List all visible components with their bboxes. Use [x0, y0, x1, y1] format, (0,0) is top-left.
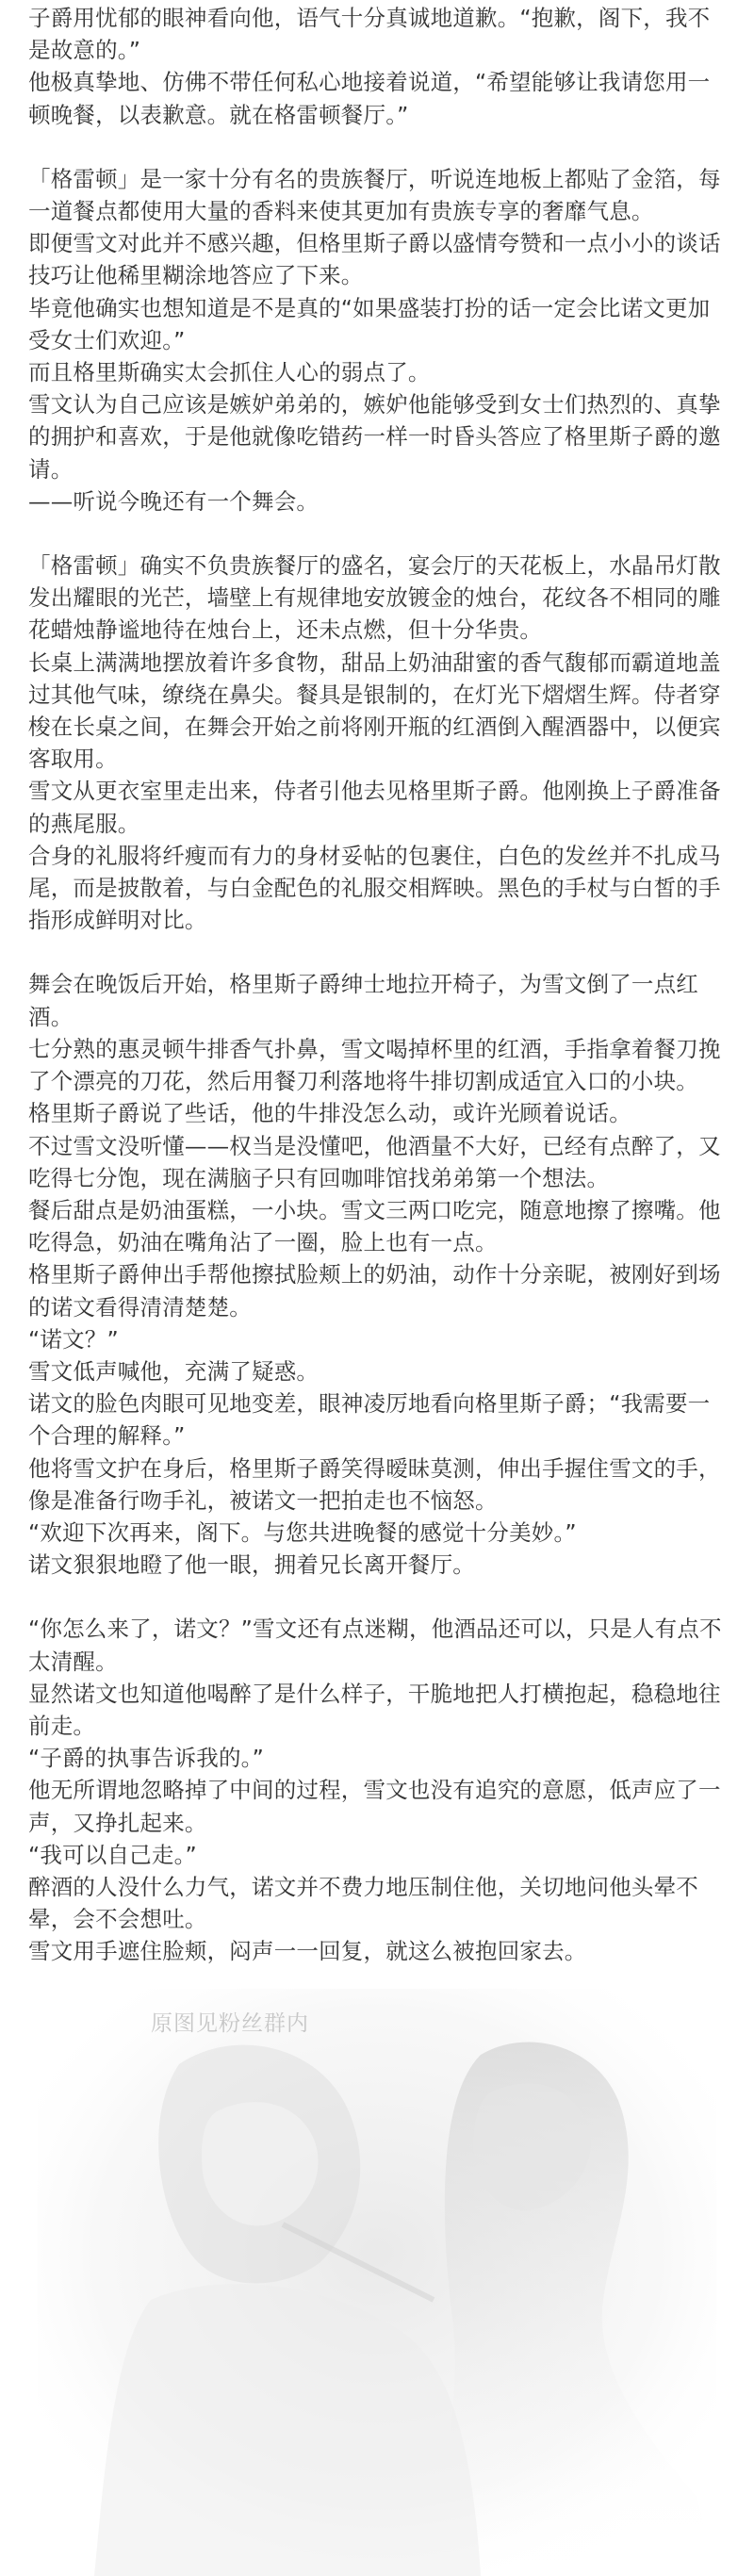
paragraph-gap: [28, 131, 730, 163]
paragraph: 子爵用忧郁的眼神看向他，语气十分真诚地道歉。“抱歉，阁下，我不是故意的。”: [28, 5, 711, 64]
paragraph: “欢迎下次再来，阁下。与您共进晚餐的感觉十分美妙。”: [28, 1518, 577, 1546]
paragraph: 诺文狠狠地瞪了他一眼，拥着兄长离开餐厅。: [28, 1551, 475, 1579]
paragraph: 他将雪文护在身后，格里斯子爵笑得暧昧莫测，伸出手握住雪文的手，像是准备行吻手礼，被诺文一把拍走也不恼怒。: [28, 1454, 721, 1514]
paragraph: 「格雷顿」是一家十分有名的贵族餐厅，听说连地板上都贴了金箔，每一道餐点都使用大量的香料来使其更加有贵族专享的奢靡气息。: [28, 165, 721, 225]
paragraph: 格里斯子爵说了些话，他的牛排没怎么动，或许光顾着说话。: [28, 1100, 631, 1127]
paragraph: 舞会在晚饭后开始，格里斯子爵绅士地拉开椅子，为雪文倒了一点红酒。: [28, 971, 698, 1030]
illustration-caption: 原图见粉丝群内: [151, 2011, 309, 2036]
paragraph: 醉酒的人没什么力气，诺文并不费力地压制住他，关切地问他头晕不晕，会不会想吐。: [28, 1873, 698, 1933]
paragraph: “你怎么来了，诺文？”雪文还有点迷糊，他酒品还可以，只是人有点不太清醒。: [28, 1616, 722, 1675]
paragraph: 即便雪文对此并不感兴趣，但格里斯子爵以盛情夸赞和一点小小的谈话技巧让他稀里糊涂地答应了下来。: [28, 230, 721, 289]
paragraph: 格里斯子爵伸出手帮他擦拭脸颊上的奶油，动作十分亲昵，被刚好到场的诺文看得清清楚楚。: [28, 1261, 721, 1321]
paragraph: “诺文？”: [28, 1325, 119, 1353]
paragraph-gap: [28, 517, 730, 550]
paragraph: 毕竟他确实也想知道是不是真的“如果盛装打扮的话一定会比诺文更加受女士们欢迎。”: [28, 294, 711, 353]
faded-illustration-icon: [38, 1989, 716, 2576]
story-text: [28, 2, 730, 1968]
paragraph: 雪文低声喊他，充满了疑惑。: [28, 1357, 320, 1385]
paragraph: ——听说今晚还有一个舞会。: [28, 487, 320, 515]
paragraph: 「格雷顿」确实不负贵族餐厅的盛名，宴会厅的天花板上，水晶吊灯散发出耀眼的光芒，墙壁上有规律地安放镀金的烛台，花纹各不相同的雕花蜡烛静谧地待在烛台上，还未点燃，但十分华贵。: [28, 552, 721, 644]
paragraph: “我可以自己走。”: [28, 1841, 197, 1868]
paragraph: 诺文的脸色肉眼可见地变差，眼神凌厉地看向格里斯子爵；“我需要一个合理的解释。”: [28, 1390, 711, 1450]
paragraph: 不过雪文没听懂——权当是没懂吧，他酒量不大好，已经有点醉了，又吃得七分饱，现在满脑子只有回咖啡馆找弟弟第一个想法。: [28, 1132, 721, 1191]
paragraph: 他极真挚地、仿佛不带任何私心地接着说道，“希望能够让我请您用一顿晚餐，以表歉意。就在格雷顿餐厅。”: [28, 69, 711, 128]
paragraph-gap: [28, 1581, 730, 1613]
paragraph: 七分熟的惠灵顿牛排香气扑鼻，雪文喝掉杯里的红酒，手指拿着餐刀挽了个漂亮的刀花，然后用餐刀利落地将牛排切割成适宜入口的小块。: [28, 1035, 721, 1095]
paragraph: 雪文认为自己应该是嫉妒弟弟的，嫉妒他能够受到女士们热烈的、真挚的拥护和喜欢，于是他就像吃错药一样一时昏头答应了格里斯子爵的邀请。: [28, 391, 721, 483]
paragraph: 餐后甜点是奶油蛋糕，一小块。雪文三两口吃完，随意地擦了擦嘴。他吃得急，奶油在嘴角沾了一圈，脸上也有一点。: [28, 1196, 721, 1256]
paragraph: 雪文用手遮住脸颊，闷声一一回复，就这么被抱回家去。: [28, 1938, 587, 1965]
paragraph: 而且格里斯确实太会抓住人心的弱点了。: [28, 359, 431, 386]
paragraph: 合身的礼服将纤瘦而有力的身材妥帖的包裹住，白色的发丝并不扎成马尾，而是披散着，与白金配色的礼服交相辉映。黑色的手杖与白皙的手指形成鲜明对比。: [28, 842, 721, 934]
paragraph-gap: [28, 936, 730, 968]
paragraph: “子爵的执事告诉我的。”: [28, 1745, 264, 1772]
paragraph: 显然诺文也知道他喝醉了是什么样子，干脆地把人打横抱起，稳稳地往前走。: [28, 1680, 721, 1739]
paragraph: 他无所谓地忽略掉了中间的过程，雪文也没有追究的意愿，低声应了一声，又挣扎起来。: [28, 1777, 721, 1836]
paragraph: 长桌上满满地摆放着许多食物，甜品上奶油甜蜜的香气馥郁而霸道地盖过其他气味，缭绕在鼻尖。餐具是银制的，在灯光下熠熠生辉。侍者穿梭在长桌之间，在舞会开始之前将刚开瓶的红酒倒入醒酒器中，以便宾客取用。: [28, 648, 721, 773]
paragraph: 雪文从更衣室里走出来，侍者引他去见格里斯子爵。他刚换上子爵准备的燕尾服。: [28, 778, 721, 837]
